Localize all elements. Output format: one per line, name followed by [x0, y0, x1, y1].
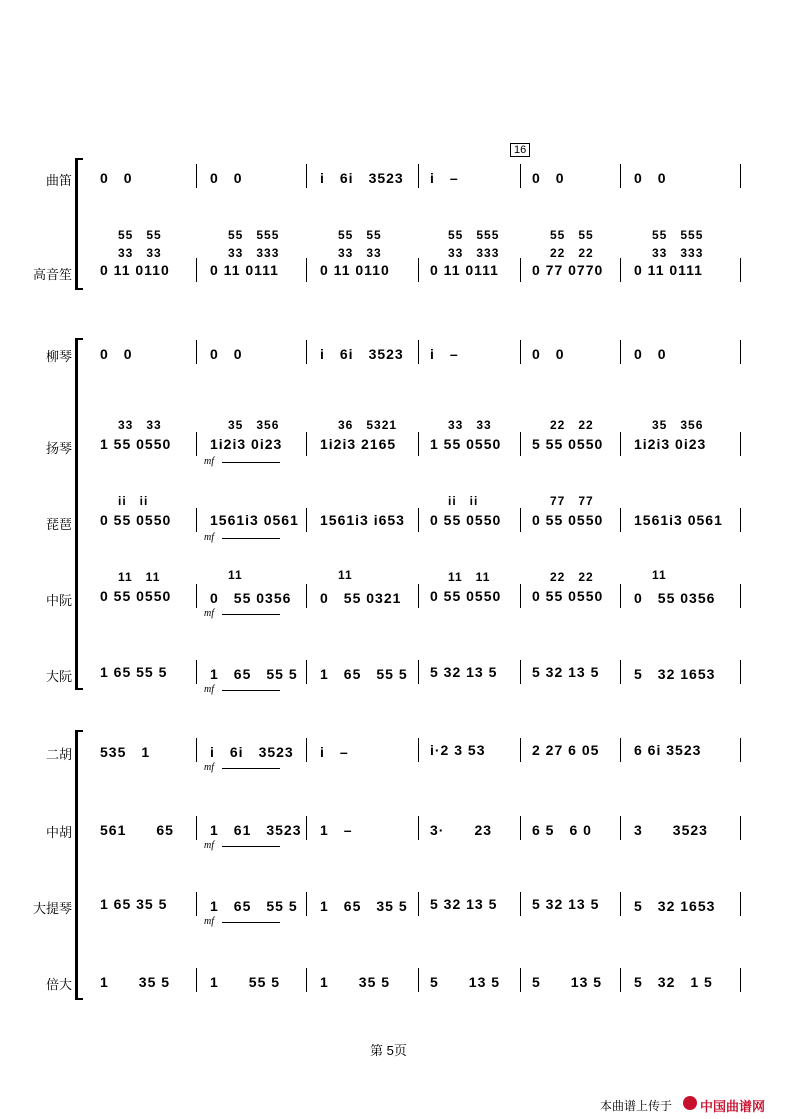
measure: 1 55 0550	[100, 436, 172, 452]
barline	[306, 164, 307, 188]
measure: 1i2i3 0i23	[210, 436, 283, 452]
barline	[520, 432, 521, 456]
chord-top: 11	[652, 568, 667, 582]
measure: 1 55 5	[210, 974, 281, 990]
barline	[418, 968, 419, 992]
measure: i·2 3 53	[430, 742, 486, 758]
measure: 0 11 0110	[320, 262, 390, 278]
barline	[740, 738, 741, 762]
measure: 0 0	[532, 170, 565, 186]
barline	[196, 164, 197, 188]
chord-mid: 33 33	[118, 246, 162, 260]
measure: 1 35 5	[100, 974, 171, 990]
barline	[418, 340, 419, 364]
measure: 0 11 0111	[210, 262, 279, 278]
barline	[740, 660, 741, 684]
barline	[740, 258, 741, 282]
barline	[620, 340, 621, 364]
measure: 5 32 13 5	[430, 896, 498, 912]
measure: 5 55 0550	[532, 436, 604, 452]
crescendo-hairpin	[222, 614, 280, 615]
instrument-label: 中阮	[45, 593, 72, 608]
crescendo-hairpin	[222, 768, 280, 769]
chord-top: 55 55	[550, 228, 594, 242]
barline	[520, 164, 521, 188]
crescendo-hairpin	[222, 462, 280, 463]
instrument-label: 高音笙	[32, 267, 72, 282]
barline	[520, 892, 521, 916]
chord-top: 55 555	[228, 228, 280, 242]
bracket-plucked	[75, 338, 78, 690]
barline	[620, 968, 621, 992]
barline	[740, 164, 741, 188]
barline	[520, 584, 521, 608]
barline	[418, 816, 419, 840]
measure: 5 13 5	[532, 974, 603, 990]
barline	[306, 738, 307, 762]
crescendo-hairpin	[222, 846, 280, 847]
barline	[196, 892, 197, 916]
measure: 1i2i3 2165	[320, 436, 397, 452]
barline	[520, 660, 521, 684]
barline	[740, 968, 741, 992]
measure: 1 65 35 5	[320, 898, 408, 914]
barline	[418, 738, 419, 762]
measure: 1 65 35 5	[100, 896, 168, 912]
measure: 5 32 1653	[634, 666, 716, 682]
barline	[520, 738, 521, 762]
barline	[418, 432, 419, 456]
chord-mid: 33 333	[228, 246, 280, 260]
measure: 5 32 13 5	[430, 664, 498, 680]
instrument-label: 曲笛	[45, 173, 72, 188]
measure: i 6i 3523	[320, 170, 404, 186]
crescendo-hairpin	[222, 538, 280, 539]
barline	[418, 508, 419, 532]
chord-top: 22 22	[550, 570, 594, 584]
dynamic-mark: mf	[204, 532, 214, 543]
barline	[740, 340, 741, 364]
barline	[196, 432, 197, 456]
measure: 0 11 0110	[100, 262, 170, 278]
barline	[620, 164, 621, 188]
barline	[306, 508, 307, 532]
barline	[306, 584, 307, 608]
chord-top: ii ii	[118, 494, 149, 508]
measure: 1561i3 0561	[634, 512, 723, 528]
barline	[196, 584, 197, 608]
instrument-label: 倍大	[45, 977, 72, 992]
measure: 0 0	[210, 346, 243, 362]
measure: 0 0	[210, 170, 243, 186]
chord-mid: 33 333	[652, 246, 704, 260]
instrument-label: 琵琶	[45, 517, 72, 532]
barline	[196, 258, 197, 282]
chord-top: 36 5321	[338, 418, 398, 432]
barline	[520, 816, 521, 840]
measure: 0 55 0550	[532, 512, 604, 528]
barline	[306, 660, 307, 684]
chord-top: 11	[338, 568, 353, 582]
chord-top: 11	[228, 568, 243, 582]
barline	[306, 892, 307, 916]
chord-top: 35 356	[228, 418, 280, 432]
measure: 0 55 0321	[320, 590, 402, 606]
measure: 0 77 0770	[532, 262, 604, 278]
measure: 0 0	[634, 170, 667, 186]
chord-top: 11 11	[118, 570, 161, 584]
measure: i –	[430, 170, 459, 186]
measure: 1 61 3523	[210, 822, 302, 838]
page-number: 第 5页	[370, 1043, 407, 1058]
barline	[306, 258, 307, 282]
chord-top: 35 356	[652, 418, 704, 432]
measure: i 6i 3523	[320, 346, 404, 362]
measure: 5 32 13 5	[532, 664, 600, 680]
measure: 0 55 0356	[634, 590, 716, 606]
dynamic-mark: mf	[204, 916, 214, 927]
barline	[196, 508, 197, 532]
measure: 1561i3 0561	[210, 512, 299, 528]
measure: 1 65 55 5	[210, 666, 298, 682]
footer-text: 本曲谱上传于	[600, 1099, 673, 1113]
instrument-label: 大阮	[45, 669, 72, 684]
crescendo-hairpin	[222, 922, 280, 923]
measure: 6 5 6 0	[532, 822, 592, 838]
barline	[520, 508, 521, 532]
instrument-label: 柳琴	[45, 349, 72, 364]
measure: 5 32 1 5	[634, 974, 713, 990]
measure: 2 27 6 05	[532, 742, 600, 758]
dynamic-mark: mf	[204, 762, 214, 773]
measure: 0 0	[634, 346, 667, 362]
measure: i –	[320, 744, 349, 760]
chord-mid: 33 333	[448, 246, 500, 260]
barline	[418, 164, 419, 188]
chord-mid: 33 33	[338, 246, 382, 260]
dynamic-mark: mf	[204, 608, 214, 619]
barline	[520, 258, 521, 282]
instrument-label: 中胡	[45, 825, 72, 840]
barline	[418, 892, 419, 916]
measure: i 6i 3523	[210, 744, 294, 760]
chord-top: ii ii	[448, 494, 479, 508]
measure: 3· 23	[430, 822, 493, 838]
barline	[740, 584, 741, 608]
barline	[418, 584, 419, 608]
measure: 0 55 0550	[100, 512, 172, 528]
measure: 1 55 0550	[430, 436, 502, 452]
measure: 5 13 5	[430, 974, 501, 990]
measure: 1561i3 i653	[320, 512, 405, 528]
barline	[620, 816, 621, 840]
chord-mid: 22 22	[550, 246, 594, 260]
barline	[620, 584, 621, 608]
bracket-winds	[75, 158, 78, 290]
chord-top: 55 55	[118, 228, 162, 242]
instrument-label: 二胡	[45, 747, 72, 762]
barline	[196, 816, 197, 840]
barline	[740, 892, 741, 916]
chord-top: 55 555	[448, 228, 500, 242]
barline	[306, 816, 307, 840]
measure: 1 35 5	[320, 974, 391, 990]
measure: 535 1	[100, 744, 151, 760]
barline	[620, 738, 621, 762]
barline	[620, 892, 621, 916]
barline	[196, 968, 197, 992]
barline	[418, 258, 419, 282]
barline	[196, 738, 197, 762]
barline	[740, 432, 741, 456]
barline	[196, 660, 197, 684]
measure: 0 0	[100, 170, 133, 186]
chord-top: 33 33	[448, 418, 492, 432]
barline	[620, 660, 621, 684]
measure: 1 65 55 5	[320, 666, 408, 682]
measure: 6 6i 3523	[634, 742, 702, 758]
footer-logo-icon	[683, 1096, 697, 1110]
chord-top: 55 555	[652, 228, 704, 242]
measure: 0 0	[532, 346, 565, 362]
barline	[306, 968, 307, 992]
instrument-label: 大提琴	[32, 901, 72, 916]
rehearsal-mark: 16	[510, 143, 530, 157]
measure: 0 11 0111	[430, 262, 499, 278]
footer-logo: 中国曲谱网	[700, 1099, 766, 1114]
chord-top: 77 77	[550, 494, 594, 508]
measure: 0 11 0111	[634, 262, 703, 278]
measure: 1 –	[320, 822, 353, 838]
barline	[740, 816, 741, 840]
chord-top: 22 22	[550, 418, 594, 432]
measure: 1 65 55 5	[100, 664, 168, 680]
measure: 0 55 0550	[532, 588, 604, 604]
measure: i –	[430, 346, 459, 362]
dynamic-mark: mf	[204, 840, 214, 851]
measure: 561 65	[100, 822, 174, 838]
barline	[520, 340, 521, 364]
measure: 5 32 1653	[634, 898, 716, 914]
barline	[620, 258, 621, 282]
barline	[620, 508, 621, 532]
crescendo-hairpin	[222, 690, 280, 691]
barline	[306, 340, 307, 364]
barline	[520, 968, 521, 992]
barline	[740, 508, 741, 532]
barline	[306, 432, 307, 456]
barline	[620, 432, 621, 456]
bracket-bowed	[75, 730, 78, 1000]
dynamic-mark: mf	[204, 684, 214, 695]
dynamic-mark: mf	[204, 456, 214, 467]
measure: 0 55 0356	[210, 590, 292, 606]
chord-top: 11 11	[448, 570, 491, 584]
measure: 0 55 0550	[430, 588, 502, 604]
measure: 1i2i3 0i23	[634, 436, 707, 452]
instrument-label: 扬琴	[45, 441, 72, 456]
measure: 0 55 0550	[430, 512, 502, 528]
barline	[418, 660, 419, 684]
measure: 0 0	[100, 346, 133, 362]
measure: 5 32 13 5	[532, 896, 600, 912]
measure: 0 55 0550	[100, 588, 172, 604]
barline	[196, 340, 197, 364]
chord-top: 33 33	[118, 418, 162, 432]
measure: 3 3523	[634, 822, 708, 838]
chord-top: 55 55	[338, 228, 382, 242]
measure: 1 65 55 5	[210, 898, 298, 914]
